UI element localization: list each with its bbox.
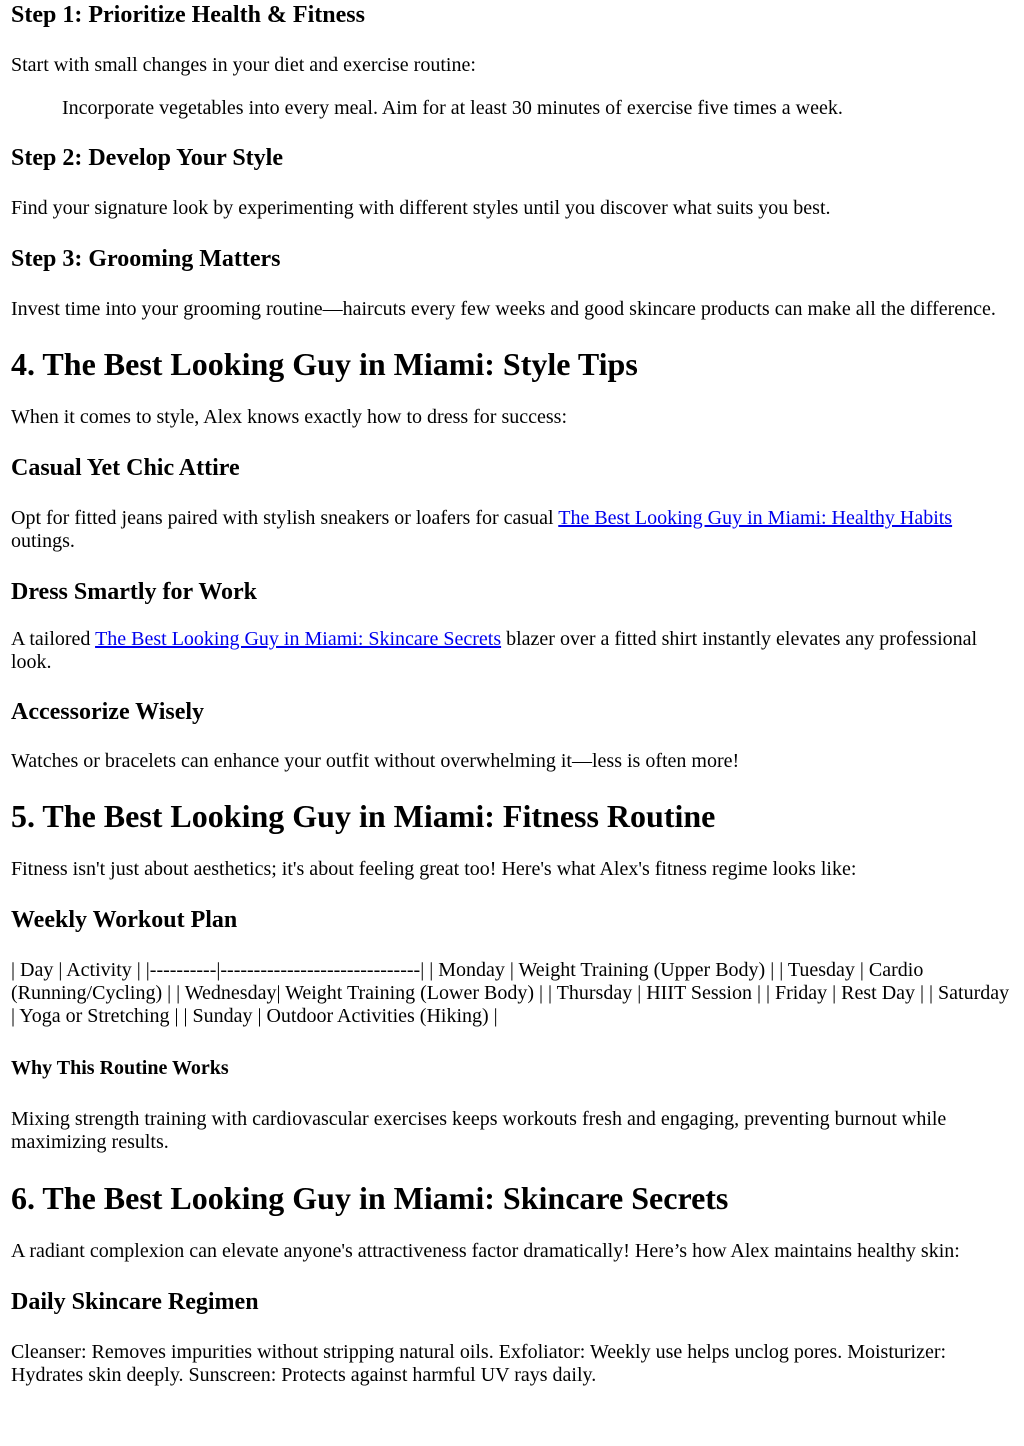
step3-heading: Step 3: Grooming Matters xyxy=(11,246,281,272)
step1-quote: Incorporate vegetables into every meal. Aim for at least 30 minutes of exercise five times a week. xyxy=(62,97,843,119)
section5-intro: Fitness isn't just about aesthetics; it's about feeling great too! Here's what Alex's fitness regime looks like: xyxy=(11,858,857,880)
accessorize-heading: Accessorize Wisely xyxy=(11,699,205,725)
casual-heading: Casual Yet Chic Attire xyxy=(11,455,240,481)
workout-plan-heading: Weekly Workout Plan xyxy=(11,907,238,933)
workout-plan-text: | Day | Activity | |----------|------------------------------| | Monday | Weight Training (Upper Body) | | Tuesday | Cardio (Running/Cycling) | | Wednesday| Weight Training (Lower Body) | | Thursday | HIIT Session | | Friday | Rest Day | | Saturday | Yoga or Stretching | | Sunday | Outdoor Activities (Hiking) | xyxy=(11,959,1010,1027)
step1-intro: Start with small changes in your diet and exercise routine: xyxy=(11,54,476,76)
step2-text: Find your signature look by experimenting with different styles until you discover what suits you best. xyxy=(11,197,831,219)
healthy-habits-link[interactable]: The Best Looking Guy in Miami: Healthy Habits xyxy=(558,507,953,529)
work-text-after: blazer over a fitted shirt instantly elevates any professional look. xyxy=(11,628,978,673)
section6-heading: 6. The Best Looking Guy in Miami: Skincare Secrets xyxy=(11,1180,729,1216)
work-heading: Dress Smartly for Work xyxy=(11,579,257,605)
casual-text-after: outings. xyxy=(11,530,75,552)
section5-heading: 5. The Best Looking Guy in Miami: Fitness Routine xyxy=(11,798,716,834)
step2-heading: Step 2: Develop Your Style xyxy=(11,145,283,171)
section6-intro: A radiant complexion can elevate anyone's attractiveness factor dramatically! Here’s how Alex maintains healthy skin: xyxy=(11,1240,960,1262)
casual-text xyxy=(11,507,1013,553)
step1-heading: Step 1: Prioritize Health & Fitness xyxy=(11,2,365,28)
why-routine-text: Mixing strength training with cardiovascular exercises keeps workouts fresh and engaging, preventing burnout while maximizing results. xyxy=(11,1108,947,1153)
regimen-heading: Daily Skincare Regimen xyxy=(11,1289,259,1315)
step3-text: Invest time into your grooming routine—haircuts every few weeks and good skincare products can make all the difference. xyxy=(11,298,996,320)
section4-intro: When it comes to style, Alex knows exactly how to dress for success: xyxy=(11,406,567,428)
work-text xyxy=(11,628,1013,674)
casual-text-before: Opt for fitted jeans paired with stylish sneakers or loafers for casual xyxy=(11,507,559,529)
accessorize-text: Watches or bracelets can enhance your outfit without overwhelming it—less is often more! xyxy=(11,750,740,772)
section4-heading: 4. The Best Looking Guy in Miami: Style Tips xyxy=(11,346,638,382)
work-text-before: A tailored xyxy=(11,628,96,650)
skincare-secrets-link[interactable]: The Best Looking Guy in Miami: Skincare Secrets xyxy=(95,628,502,650)
why-routine-heading: Why This Routine Works xyxy=(11,1057,229,1079)
regimen-text: Cleanser: Removes impurities without stripping natural oils. Exfoliator: Weekly use helps unclog pores. Moisturizer: Hydrates skin deeply. Sunscreen: Protects against harmful UV rays daily. xyxy=(11,1341,947,1386)
